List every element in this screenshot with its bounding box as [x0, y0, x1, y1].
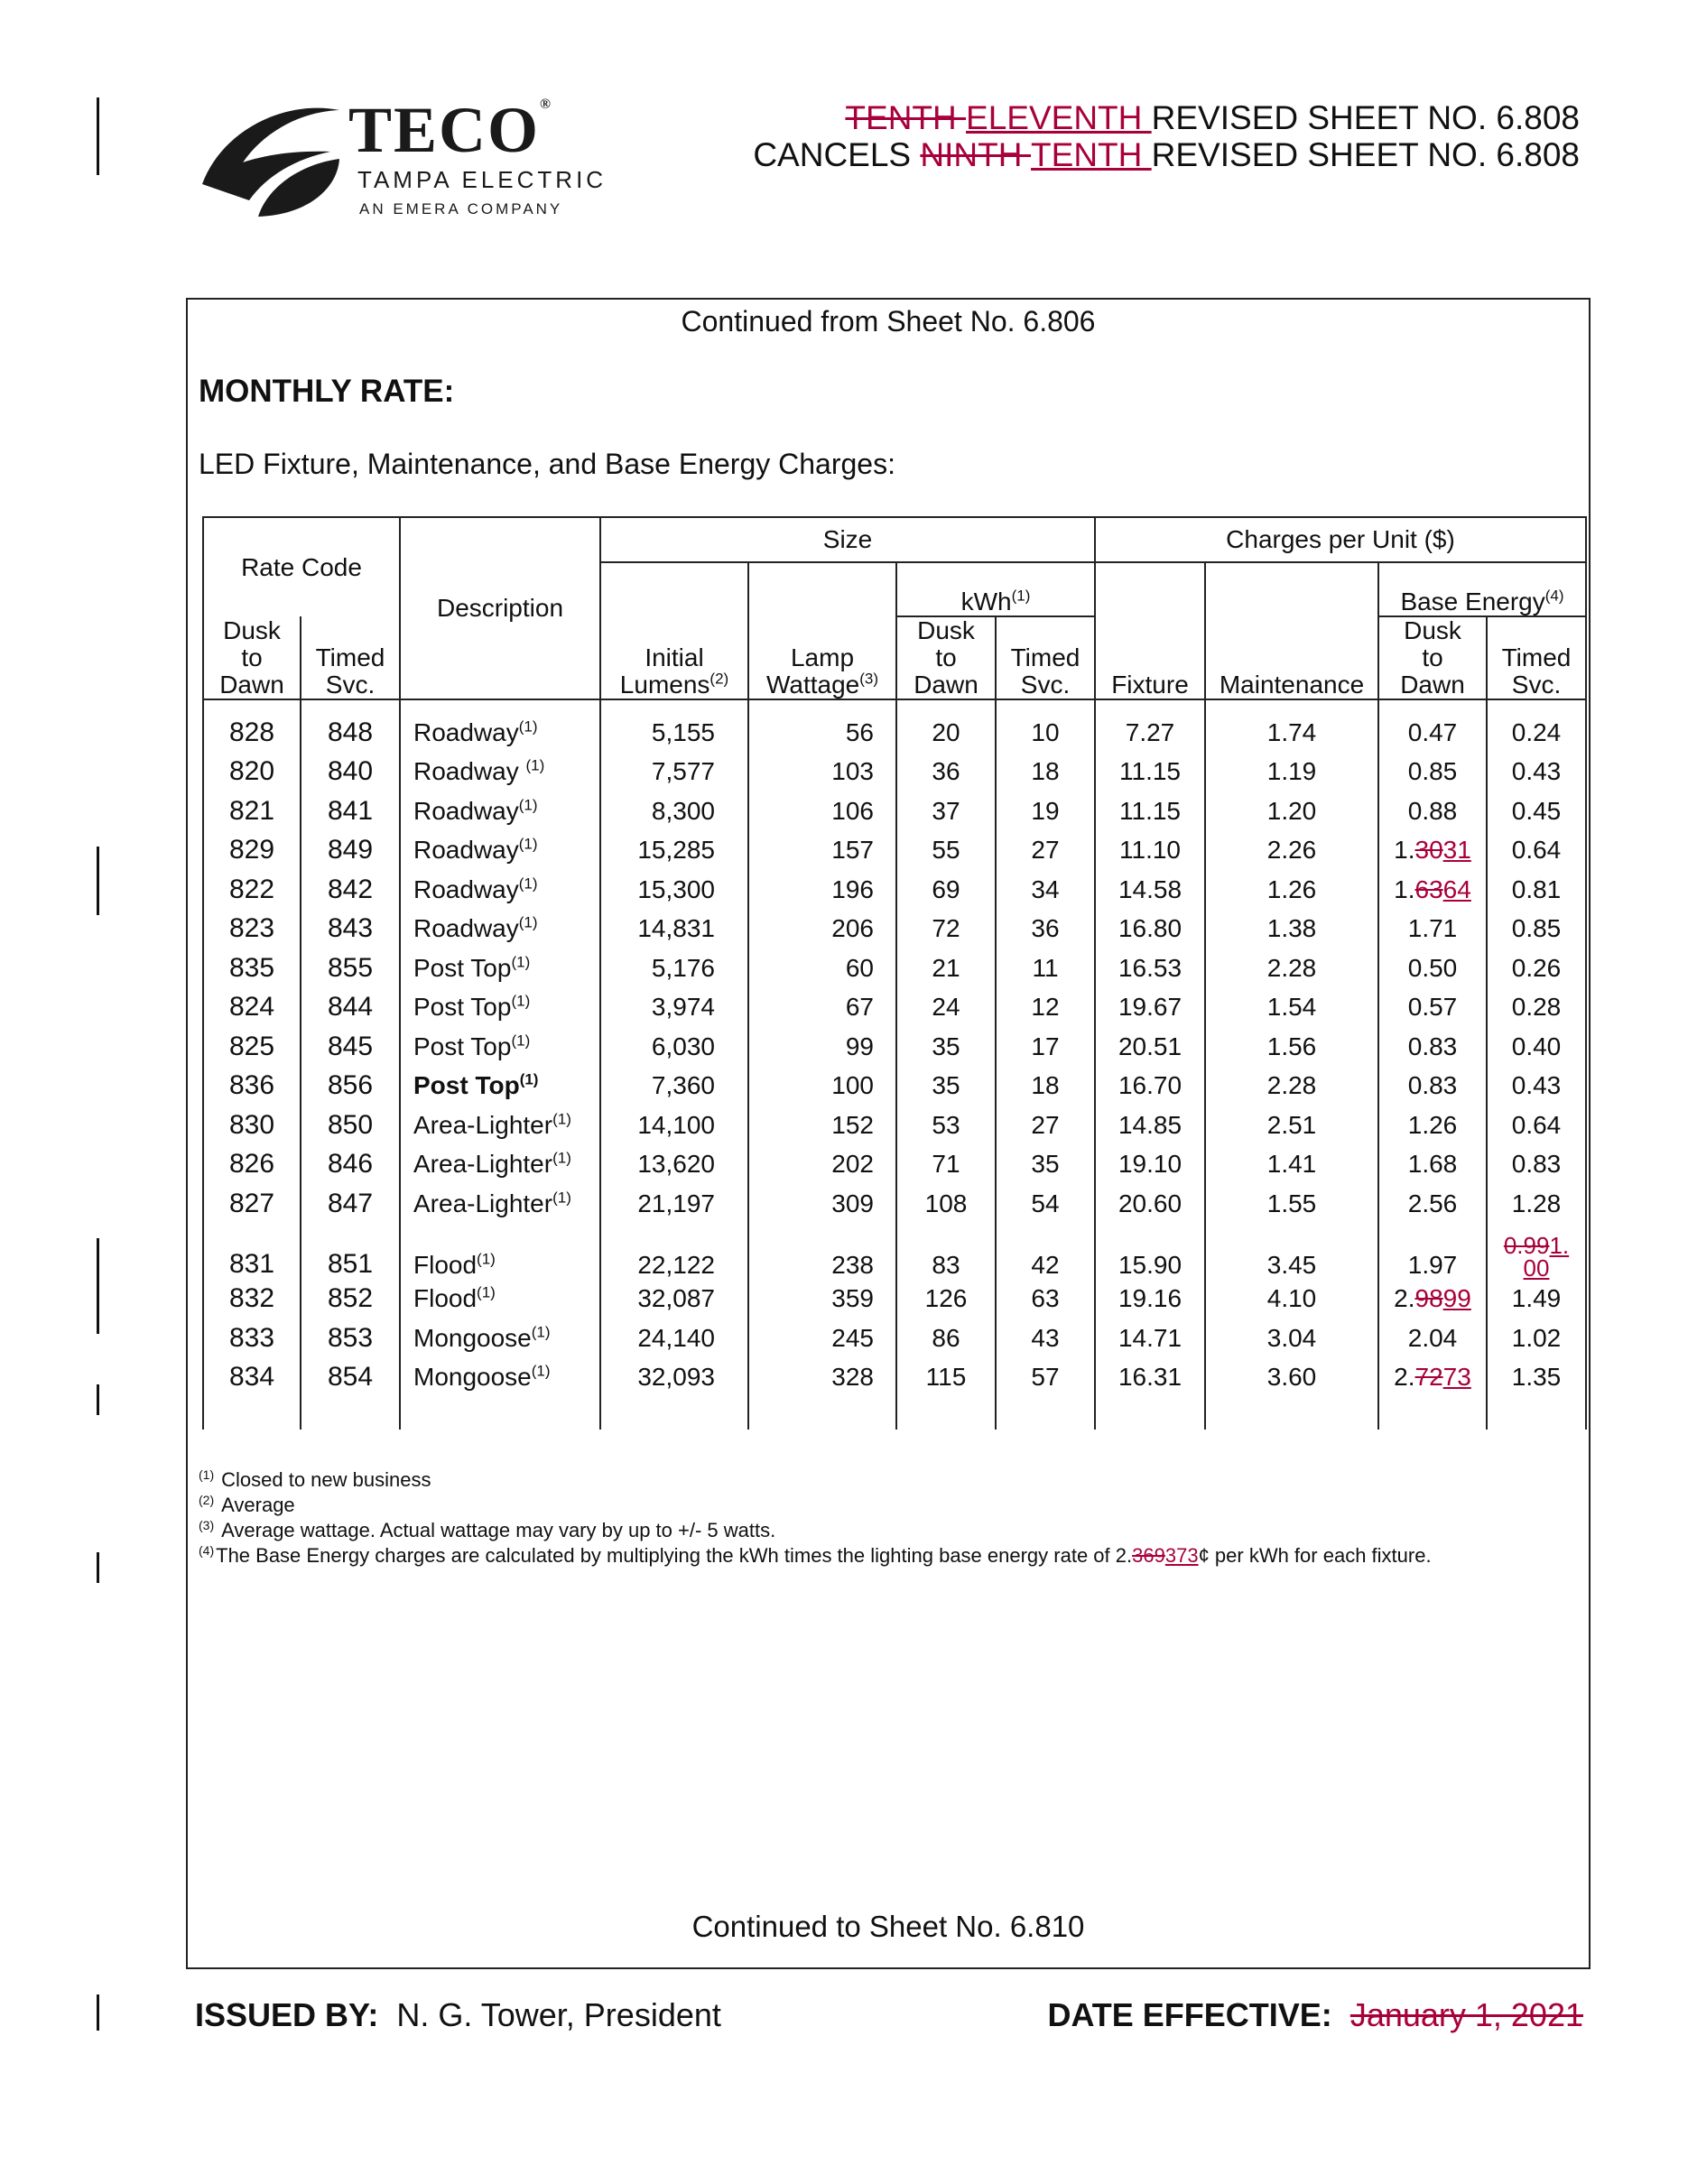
section-title: MONTHLY RATE: — [199, 374, 455, 409]
cell-maint: 3.04 — [1205, 1319, 1378, 1358]
deleted-text: 369 — [1132, 1544, 1165, 1567]
inserted-text: 1. — [1549, 1231, 1570, 1259]
cell-maint: 1.54 — [1205, 988, 1378, 1028]
cell-desc: Post Top$^{(1)}$ — [400, 1027, 600, 1067]
cell-timed: 848 — [301, 699, 400, 753]
cell-be-dusk: 2.04 — [1378, 1319, 1487, 1358]
cell-kwh-dusk: 35 — [896, 1027, 996, 1067]
cell-desc: Flood$^{(1)}$ — [400, 1224, 600, 1280]
date-effective: DATE EFFECTIVE: January 1, 2021 — [1047, 1996, 1583, 2033]
cell-lumens: 14,831 — [600, 910, 748, 949]
deleted-text: 63 — [1414, 875, 1443, 903]
cell-be-dusk: 1.97 — [1378, 1224, 1487, 1280]
cell-be-timed: 0.64 — [1487, 1106, 1586, 1145]
cell-timed: 849 — [301, 831, 400, 871]
cell-be-timed: 0.24 — [1487, 699, 1586, 753]
change-bar — [97, 1552, 99, 1583]
inserted-text: 64 — [1442, 875, 1471, 903]
inserted-text: ELEVENTH — [966, 99, 1152, 136]
cell-kwh-timed: 63 — [996, 1280, 1095, 1319]
cell-fixture: 14.85 — [1095, 1106, 1205, 1145]
cell-be-timed: 0.40 — [1487, 1027, 1586, 1067]
cell-fixture: 19.67 — [1095, 988, 1205, 1028]
cell-fixture: 19.16 — [1095, 1280, 1205, 1319]
cell-be-timed: 0.83 — [1487, 1145, 1586, 1185]
cell-dusk: 830 — [203, 1106, 301, 1145]
dusk-to-dawn-header: Dusk to Dawn — [203, 616, 301, 699]
footnotes — [199, 1467, 1432, 1569]
cell-lumens: 7,577 — [600, 753, 748, 792]
rate-code-header: Rate Code — [203, 517, 400, 616]
maintenance-header: Maintenance — [1205, 562, 1378, 699]
cell-timed: 845 — [301, 1027, 400, 1067]
cell-be-dusk: 1.71 — [1378, 910, 1487, 949]
lumens-header: Initial Lumens$^{(2)}$ — [600, 562, 748, 699]
cell-kwh-dusk: 53 — [896, 1106, 996, 1145]
table-row — [203, 1358, 1586, 1430]
cell-dusk: 835 — [203, 949, 301, 988]
cell-lumens: 32,093 — [600, 1358, 748, 1430]
cell-kwh-dusk: 126 — [896, 1280, 996, 1319]
table-row — [203, 949, 1586, 988]
table-row — [203, 1280, 1586, 1319]
cell-timed: 855 — [301, 949, 400, 988]
cell-be-dusk: 0.83 — [1378, 1067, 1487, 1106]
cell-lumens: 5,176 — [600, 949, 748, 988]
cell-desc: Mongoose$^{(1)}$ — [400, 1358, 600, 1430]
cell-dusk: 826 — [203, 1145, 301, 1185]
cell-kwh-dusk: 71 — [896, 1145, 996, 1185]
footnote: $^{(3)}$ Average wattage. Actual wattage may vary by up to +/- 5 watts. — [199, 1517, 776, 1541]
cell-fixture: 16.53 — [1095, 949, 1205, 988]
cell-lumens: 24,140 — [600, 1319, 748, 1358]
inserted-text: 00 — [1523, 1254, 1550, 1282]
cell-desc: Flood$^{(1)}$ — [400, 1280, 600, 1319]
cell-lumens: 3,974 — [600, 988, 748, 1028]
sheet-header — [753, 99, 1580, 173]
cell-dusk: 827 — [203, 1184, 301, 1224]
cell-kwh-timed: 42 — [996, 1224, 1095, 1280]
cell-timed: 856 — [301, 1067, 400, 1106]
cell-lumens: 6,030 — [600, 1027, 748, 1067]
table-row — [203, 1027, 1586, 1067]
cell-be-dusk: 1.6364 — [1378, 870, 1487, 910]
cell-kwh-dusk: 115 — [896, 1358, 996, 1430]
cell-dusk: 822 — [203, 870, 301, 910]
cell-be-dusk: 0.85 — [1378, 753, 1487, 792]
change-bar — [97, 1238, 99, 1334]
cell-be-dusk: 1.68 — [1378, 1145, 1487, 1185]
cell-be-timed: 0.45 — [1487, 791, 1586, 831]
cancels-line: CANCELS NINTH TENTH REVISED SHEET NO. 6.808 — [753, 136, 1580, 173]
cell-watt: 100 — [748, 1067, 896, 1106]
deleted-text: TENTH — [845, 99, 967, 136]
cell-timed: 841 — [301, 791, 400, 831]
table-row — [203, 1106, 1586, 1145]
inserted-text: 73 — [1442, 1363, 1471, 1392]
cell-timed: 854 — [301, 1358, 400, 1430]
cell-maint: 4.10 — [1205, 1280, 1378, 1319]
cell-timed: 852 — [301, 1280, 400, 1319]
cell-watt: 103 — [748, 753, 896, 792]
cell-kwh-timed: 18 — [996, 1067, 1095, 1106]
cell-lumens: 21,197 — [600, 1184, 748, 1224]
cell-lumens: 7,360 — [600, 1067, 748, 1106]
cell-fixture: 15.90 — [1095, 1224, 1205, 1280]
cell-timed: 844 — [301, 988, 400, 1028]
cell-watt: 359 — [748, 1280, 896, 1319]
charges-header: Charges per Unit ($) — [1095, 517, 1586, 562]
cell-desc: Roadway $^{(1)}$ — [400, 753, 600, 792]
cell-lumens: 13,620 — [600, 1145, 748, 1185]
cell-kwh-timed: 43 — [996, 1319, 1095, 1358]
logo-tagline: AN EMERA COMPANY — [359, 200, 563, 217]
continued-to: Continued to Sheet No. 6.810 — [691, 1910, 1085, 1943]
cell-be-timed: 0.85 — [1487, 910, 1586, 949]
footnote: $^{(1)}$ Closed to new business — [199, 1467, 431, 1491]
cell-watt: 238 — [748, 1224, 896, 1280]
cell-dusk: 825 — [203, 1027, 301, 1067]
cell-kwh-timed: 34 — [996, 870, 1095, 910]
cell-lumens: 5,155 — [600, 699, 748, 753]
cell-desc: Roadway$^{(1)}$ — [400, 831, 600, 871]
cell-timed: 840 — [301, 753, 400, 792]
cell-desc: Roadway$^{(1)}$ — [400, 870, 600, 910]
table-row — [203, 870, 1586, 910]
cell-fixture: 16.80 — [1095, 910, 1205, 949]
timed-svc-header: Timed Svc. — [301, 616, 400, 699]
base-energy-header: Base Energy$^{(4)}$ — [1378, 562, 1586, 616]
cell-watt: 196 — [748, 870, 896, 910]
description-header: Description — [400, 517, 600, 699]
fixture-header: Fixture — [1095, 562, 1205, 699]
inserted-text: 31 — [1442, 836, 1471, 865]
table-row — [203, 988, 1586, 1028]
cell-lumens: 8,300 — [600, 791, 748, 831]
issued-by: ISSUED BY: N. G. Tower, President — [195, 1996, 721, 2033]
cell-kwh-timed: 27 — [996, 1106, 1095, 1145]
cell-maint: 2.51 — [1205, 1106, 1378, 1145]
cell-kwh-timed: 36 — [996, 910, 1095, 949]
cell-kwh-dusk: 21 — [896, 949, 996, 988]
cell-be-dusk: 1.26 — [1378, 1106, 1487, 1145]
cell-kwh-timed: 57 — [996, 1358, 1095, 1430]
cell-maint: 1.20 — [1205, 791, 1378, 831]
cell-dusk: 832 — [203, 1280, 301, 1319]
cell-timed: 846 — [301, 1145, 400, 1185]
deleted-text: NINTH — [920, 136, 1032, 173]
cell-desc: Area-Lighter$^{(1)}$ — [400, 1184, 600, 1224]
cell-lumens: 32,087 — [600, 1280, 748, 1319]
cell-desc: Area-Lighter$^{(1)}$ — [400, 1145, 600, 1185]
teco-logo — [195, 94, 664, 229]
change-bar — [97, 1994, 99, 2031]
cell-kwh-dusk: 86 — [896, 1319, 996, 1358]
cell-kwh-dusk: 36 — [896, 753, 996, 792]
be-timed-header: Timed Svc. — [1487, 616, 1586, 699]
cell-watt: 206 — [748, 910, 896, 949]
table-row — [203, 1224, 1586, 1280]
cell-maint: 2.26 — [1205, 831, 1378, 871]
cell-be-timed — [1487, 1224, 1586, 1280]
cell-kwh-dusk: 83 — [896, 1224, 996, 1280]
logo-company-name: TAMPA ELECTRIC — [357, 166, 607, 193]
table-row — [203, 1184, 1586, 1224]
cell-fixture: 11.15 — [1095, 753, 1205, 792]
cell-watt: 202 — [748, 1145, 896, 1185]
cell-lumens: 15,285 — [600, 831, 748, 871]
change-bar — [97, 1384, 99, 1415]
cell-watt: 152 — [748, 1106, 896, 1145]
table-row — [203, 1319, 1586, 1358]
cell-dusk: 820 — [203, 753, 301, 792]
deleted-text: 72 — [1414, 1363, 1443, 1392]
cell-kwh-timed: 19 — [996, 791, 1095, 831]
cell-fixture: 14.71 — [1095, 1319, 1205, 1358]
cell-watt: 157 — [748, 831, 896, 871]
footnote: $^{(4)}$The Base Energy charges are calculated by multiplying the kWh times the lighting base energy rate of 2.369373¢ per kWh for each fixture. — [199, 1542, 1432, 1567]
cell-maint: 1.56 — [1205, 1027, 1378, 1067]
cell-desc: Mongoose$^{(1)}$ — [400, 1319, 600, 1358]
cell-fixture: 7.27 — [1095, 699, 1205, 753]
cell-maint: 1.41 — [1205, 1145, 1378, 1185]
cell-fixture: 11.10 — [1095, 831, 1205, 871]
deleted-text: 30 — [1414, 836, 1443, 865]
cell-maint: 1.55 — [1205, 1184, 1378, 1224]
cell-kwh-dusk: 55 — [896, 831, 996, 871]
cell-fixture: 20.51 — [1095, 1027, 1205, 1067]
table-row — [203, 1067, 1586, 1106]
table-row — [203, 791, 1586, 831]
cell-lumens: 15,300 — [600, 870, 748, 910]
cell-dusk: 828 — [203, 699, 301, 753]
cell-watt: 245 — [748, 1319, 896, 1358]
cell-be-timed: 1.02 — [1487, 1319, 1586, 1358]
cell-dusk: 836 — [203, 1067, 301, 1106]
deleted-text: January 1, 2021 — [1349, 1996, 1583, 2033]
cell-kwh-dusk: 69 — [896, 870, 996, 910]
cell-kwh-dusk: 72 — [896, 910, 996, 949]
cell-be-timed: 1.35 — [1487, 1358, 1586, 1430]
cell-fixture: 19.10 — [1095, 1145, 1205, 1185]
cell-watt: 67 — [748, 988, 896, 1028]
cell-be-dusk: 0.88 — [1378, 791, 1487, 831]
cell-be-timed: 0.43 — [1487, 1067, 1586, 1106]
cell-kwh-timed: 17 — [996, 1027, 1095, 1067]
cell-watt: 56 — [748, 699, 896, 753]
cell-watt: 328 — [748, 1358, 896, 1430]
cell-dusk: 824 — [203, 988, 301, 1028]
footnote: $^{(2)}$ Average — [199, 1492, 295, 1516]
swoosh-icon — [195, 94, 348, 220]
cell-be-timed: 0.81 — [1487, 870, 1586, 910]
cell-maint: 3.60 — [1205, 1358, 1378, 1430]
cell-fixture: 14.58 — [1095, 870, 1205, 910]
tariff-frame — [186, 298, 1591, 1969]
table-row — [203, 753, 1586, 792]
logo-wordmark: TECO® — [348, 94, 552, 166]
kwh-dusk-header: Dusk to Dawn — [896, 616, 996, 699]
cell-kwh-dusk: 35 — [896, 1067, 996, 1106]
rate-table-body — [203, 699, 1586, 1430]
cell-kwh-timed: 54 — [996, 1184, 1095, 1224]
inserted-text: 373 — [1164, 1544, 1199, 1567]
cell-desc: Post Top$^{(1)}$ — [400, 1067, 600, 1106]
cell-watt: 99 — [748, 1027, 896, 1067]
cell-kwh-dusk: 24 — [896, 988, 996, 1028]
cell-dusk: 823 — [203, 910, 301, 949]
cell-be-timed: 1.28 — [1487, 1184, 1586, 1224]
cell-kwh-timed: 10 — [996, 699, 1095, 753]
cell-be-dusk: 1.3031 — [1378, 831, 1487, 871]
size-header: Size — [600, 517, 1095, 562]
cell-desc: Roadway$^{(1)}$ — [400, 791, 600, 831]
cell-fixture: 16.70 — [1095, 1067, 1205, 1106]
cell-timed: 842 — [301, 870, 400, 910]
change-bar — [97, 97, 99, 175]
cell-be-timed: 0.28 — [1487, 988, 1586, 1028]
cell-dusk: 834 — [203, 1358, 301, 1430]
continued-from: Continued from Sheet No. 6.806 — [681, 305, 1096, 338]
sheet-number-line: TENTH ELEVENTH REVISED SHEET NO. 6.808 — [845, 99, 1580, 136]
kwh-header: kWh$^{(1)}$ — [896, 562, 1095, 616]
cell-be-dusk: 0.47 — [1378, 699, 1487, 753]
cell-dusk: 829 — [203, 831, 301, 871]
cell-desc: Roadway$^{(1)}$ — [400, 910, 600, 949]
kwh-timed-header: Timed Svc. — [996, 616, 1095, 699]
cell-timed: 851 — [301, 1224, 400, 1280]
table-row — [203, 831, 1586, 871]
cell-fixture: 20.60 — [1095, 1184, 1205, 1224]
cell-lumens: 22,122 — [600, 1224, 748, 1280]
cell-be-dusk: 2.7273 — [1378, 1358, 1487, 1430]
cell-desc: Roadway$^{(1)}$ — [400, 699, 600, 753]
cell-fixture: 11.15 — [1095, 791, 1205, 831]
cell-watt: 309 — [748, 1184, 896, 1224]
cell-be-timed: 0.43 — [1487, 753, 1586, 792]
cell-watt: 60 — [748, 949, 896, 988]
cell-kwh-dusk: 20 — [896, 699, 996, 753]
cell-desc: Post Top$^{(1)}$ — [400, 949, 600, 988]
cell-lumens: 14,100 — [600, 1106, 748, 1145]
cell-dusk: 833 — [203, 1319, 301, 1358]
cell-timed: 847 — [301, 1184, 400, 1224]
rate-table — [202, 516, 1587, 1430]
inserted-text: TENTH — [1031, 136, 1152, 173]
cell-maint: 1.26 — [1205, 870, 1378, 910]
cell-timed: 850 — [301, 1106, 400, 1145]
table-row — [203, 1145, 1586, 1185]
be-dusk-header: Dusk to Dawn — [1378, 616, 1487, 699]
cell-maint: 1.38 — [1205, 910, 1378, 949]
cell-desc: Area-Lighter$^{(1)}$ — [400, 1106, 600, 1145]
cell-timed: 843 — [301, 910, 400, 949]
cell-kwh-timed: 27 — [996, 831, 1095, 871]
cell-maint: 2.28 — [1205, 949, 1378, 988]
cell-kwh-dusk: 108 — [896, 1184, 996, 1224]
cell-kwh-timed: 11 — [996, 949, 1095, 988]
cell-be-dusk: 0.83 — [1378, 1027, 1487, 1067]
cell-be-dusk: 0.50 — [1378, 949, 1487, 988]
cell-watt: 106 — [748, 791, 896, 831]
cell-be-dusk: 0.57 — [1378, 988, 1487, 1028]
cell-fixture: 16.31 — [1095, 1358, 1205, 1430]
table-row — [203, 699, 1586, 753]
cell-maint: 3.45 — [1205, 1224, 1378, 1280]
cell-maint: 1.19 — [1205, 753, 1378, 792]
cell-timed: 853 — [301, 1319, 400, 1358]
cell-maint: 2.28 — [1205, 1067, 1378, 1106]
cell-be-timed: 0.26 — [1487, 949, 1586, 988]
deleted-text: 98 — [1414, 1284, 1443, 1313]
cell-be-timed: 1.49 — [1487, 1280, 1586, 1319]
section-subtitle: LED Fixture, Maintenance, and Base Energy Charges: — [199, 448, 895, 480]
cell-kwh-timed: 18 — [996, 753, 1095, 792]
inserted-text: 99 — [1442, 1284, 1471, 1313]
cell-dusk: 821 — [203, 791, 301, 831]
cell-kwh-timed: 35 — [996, 1145, 1095, 1185]
cell-be-dusk: 2.9899 — [1378, 1280, 1487, 1319]
cell-kwh-timed: 12 — [996, 988, 1095, 1028]
cell-maint: 1.74 — [1205, 699, 1378, 753]
deleted-text: 0.99 — [1503, 1231, 1550, 1259]
cell-dusk: 831 — [203, 1224, 301, 1280]
cell-be-dusk: 2.56 — [1378, 1184, 1487, 1224]
change-bar — [97, 847, 99, 915]
cell-desc: Post Top$^{(1)}$ — [400, 988, 600, 1028]
table-row — [203, 910, 1586, 949]
cell-kwh-dusk: 37 — [896, 791, 996, 831]
wattage-header: Lamp Wattage$^{(3)}$ — [748, 562, 896, 699]
cell-be-timed: 0.64 — [1487, 831, 1586, 871]
